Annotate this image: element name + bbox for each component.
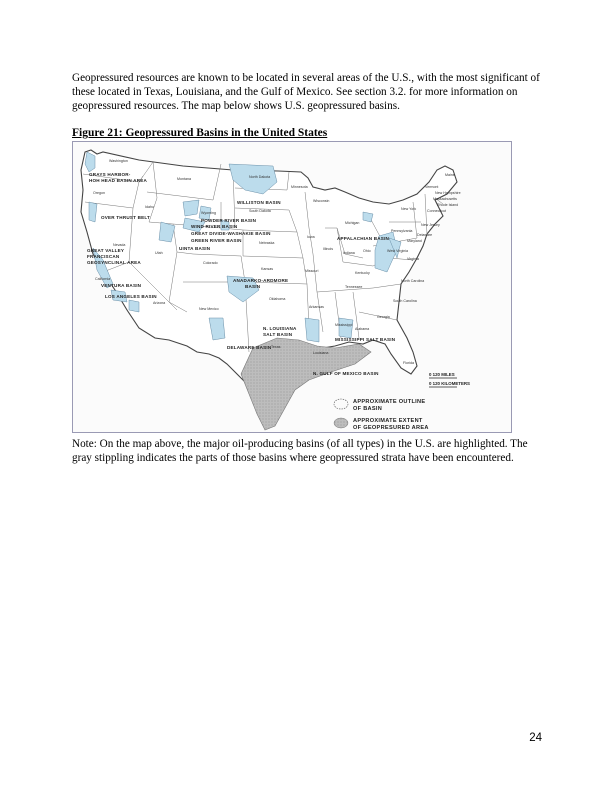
state-louisiana: Louisiana (313, 351, 329, 355)
intro-paragraph: Geopressured resources are known to be located in several areas of the U.S., with the most significant of these located in Texas, Louisiana, and the Gulf of Mexico. See section 3.2. for more information on geopressured resources. The map below shows U.S. geopressured basins. (72, 72, 540, 112)
state-texas: Texas (271, 345, 281, 349)
state-oklahoma: Oklahoma (269, 297, 286, 301)
state-new-york: New York (401, 207, 417, 211)
legend-extent-symbol (334, 418, 348, 428)
label-los-angeles: LOS ANGELES BASIN (105, 294, 157, 299)
state-minnesota: Minnesota (291, 185, 308, 189)
state-nebraska: Nebraska (259, 241, 275, 245)
legend-outline-line1: APPROXIMATE OUTLINE (353, 399, 426, 405)
state-ohio: Ohio (363, 249, 371, 253)
state-missouri: Missouri (305, 269, 319, 273)
state-rhode-island: Rhode Island (437, 203, 459, 207)
state-kansas: Kansas (261, 267, 273, 271)
label-anadarko: ANADARKO-ARDMORE (233, 278, 289, 283)
state-washington: Washington (109, 159, 128, 163)
state-wisconsin: Wisconsin (313, 199, 330, 203)
state-maryland: Maryland (407, 239, 422, 243)
state-kentucky: Kentucky (355, 271, 370, 275)
state-mississippi: Mississippi (335, 323, 353, 327)
state-south-carolina: South Carolina (393, 299, 417, 303)
state-illinois: Illinois (323, 247, 333, 251)
state-south-dakota: South Dakota (249, 209, 271, 213)
label-mississippi-salt: MISSISSIPPI SALT BASIN (335, 337, 396, 342)
figure-title: Figure 21: Geopressured Basins in the United States (72, 127, 328, 139)
us-map-svg (73, 142, 513, 434)
state-wyoming: Wyoming (201, 211, 216, 215)
label-ventura: VENTURA BASIN (101, 283, 142, 288)
state-delaware: Delaware (417, 233, 433, 237)
label-grays-harbor: GRAYS HARBOR- (89, 172, 131, 177)
state-vermont: Vermont (425, 185, 439, 189)
label-hoh-head: HOH HEAD BASIN AREA (89, 178, 147, 183)
state-nevada: Nevada (113, 243, 126, 247)
label-uinta: UINTA BASIN (179, 246, 211, 251)
legend-extent-line2: OF GEOPRESURED AREA (353, 425, 429, 431)
label-n-louisiana-salt: SALT BASIN (263, 332, 293, 337)
state-new-jersey: New Jersey (421, 223, 440, 227)
label-delaware: DELAWARE BASIN (227, 345, 272, 350)
state-iowa: Iowa (307, 235, 315, 239)
state-connecticut: Connecticut (427, 209, 446, 213)
label-overthrust: OVER THRUST BELT (101, 215, 151, 220)
page-number: 24 (529, 732, 542, 744)
scale-miles: 0 120 MILES (429, 372, 455, 377)
state-massachusetts: Massachusetts (433, 197, 457, 201)
state-indiana: Indiana (343, 251, 355, 255)
state-oregon: Oregon (93, 191, 105, 195)
label-gulf: N. GULF OF MEXICO BASIN (313, 371, 379, 376)
map-note: Note: On the map above, the major oil-producing basins (of all types) in the U.S. are highlighted. The gray stippling indicates the parts of those basins where geopressured strata have been encountered. (72, 438, 528, 464)
label-green-river: GREEN RIVER BASIN (191, 238, 242, 243)
state-maine: Maine (445, 173, 455, 177)
state-california: California (95, 277, 111, 281)
label-williston: WILLISTON BASIN (237, 200, 281, 205)
state-georgia: Georgia (377, 315, 390, 319)
scale-km: 0 120 KILOMETERS (429, 381, 470, 386)
state-west-virginia: West Virginia (387, 249, 409, 253)
map-legend (334, 399, 429, 431)
geopressured-basins-map (72, 141, 512, 433)
state-montana: Montana (177, 177, 191, 181)
geopressured-area (241, 338, 371, 430)
label-appalachian: APPALACHIAN BASIN (337, 236, 390, 241)
label-great-divide: GREAT DIVIDE-WASHAKIE BASIN (191, 231, 271, 236)
legend-outline-symbol (334, 399, 348, 409)
state-florida: Florida (403, 361, 414, 365)
state-pennsylvania: Pennsylvania (391, 229, 413, 233)
state-new-mexico: New Mexico (199, 307, 219, 311)
state-arizona: Arizona (153, 301, 166, 305)
state-virginia: Virginia (407, 257, 419, 261)
state-utah: Utah (155, 251, 163, 255)
scale-bar (429, 372, 470, 387)
label-powder-river: POWDER RIVER BASIN (201, 218, 257, 223)
legend-extent-line1: APPROXIMATE EXTENT (353, 418, 423, 424)
state-arkansas: Arkansas (309, 305, 324, 309)
state-alabama: Alabama (355, 327, 370, 331)
state-north-carolina: North Carolina (401, 279, 425, 283)
legend-outline-line2: OF BASIN (353, 406, 383, 412)
label-geosynclinal: GEOSYNCLINAL AREA (87, 260, 141, 265)
label-anadarko-basin: BASIN (245, 284, 261, 289)
state-tennessee: Tennessee (345, 285, 363, 289)
state-new-hampshire: New Hampshire (435, 191, 461, 195)
label-great-valley: GREAT VALLEY (87, 248, 125, 253)
label-n-louisiana: N. LOUISIANA (263, 326, 297, 331)
label-franciscan: FRANCISCAN (87, 254, 120, 259)
label-wind-river: WIND RIVER BASIN (191, 224, 238, 229)
state-north-dakota: North Dakota (249, 175, 271, 179)
state-colorado: Colorado (203, 261, 218, 265)
state-michigan: Michigan (345, 221, 360, 225)
state-idaho: Idaho (145, 205, 154, 209)
